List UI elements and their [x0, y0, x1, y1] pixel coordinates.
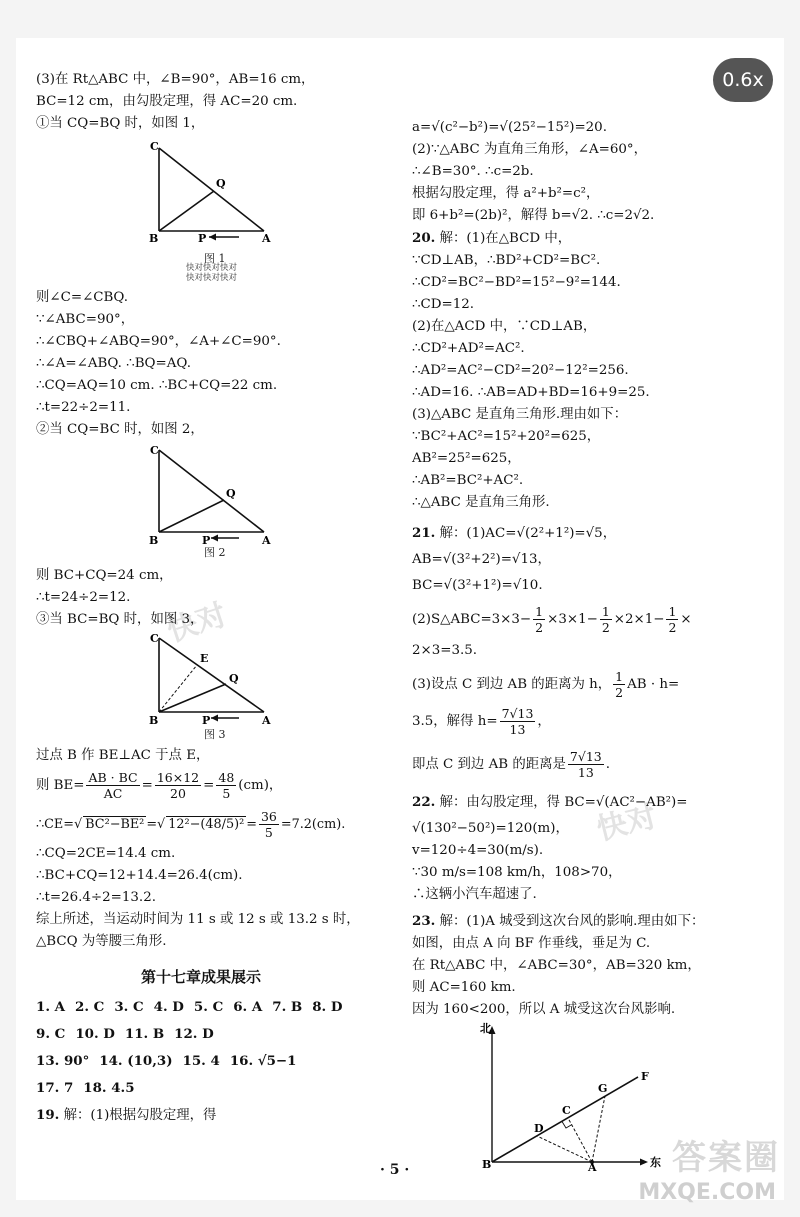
answer-item: 2. C [75, 999, 105, 1015]
text-line: 23. 解：(1)A 城受到这次台风的影响.理由如下： [412, 913, 705, 929]
answer-item: 3. C [114, 999, 144, 1015]
answer-item: 9. C [36, 1026, 66, 1042]
text-line: ③当 BC=BQ 时，如图 3， [36, 612, 204, 627]
text-line: ∴CD²=BC²−BD²=15²−9²=144. [412, 275, 621, 290]
figure-caption: 图 3 [204, 728, 226, 741]
text-line: ∵CD⊥AB，∴BD²+CD²=BC². [412, 253, 601, 268]
figure-3-diagram [36, 632, 366, 744]
question-number: 20. [412, 230, 436, 246]
text-line: ∴CQ=AQ=10 cm. ∴BC+CQ=22 cm. [36, 378, 278, 393]
compass-label: 东 [650, 1156, 661, 1169]
figure-4-diagram [412, 1022, 742, 1172]
text-line: 因为 160<200，所以 A 城受这次台风影响. [412, 1002, 676, 1017]
point-label: B [149, 232, 159, 245]
point-label: A [588, 1161, 597, 1172]
figure-caption: 图 2 [204, 546, 226, 559]
question-number: 23. [412, 913, 436, 929]
watermark-site: 答案圈 [672, 1138, 780, 1178]
fraction: $\frac{7√13}{13}$ [501, 706, 534, 737]
text-line: ∴t=22÷2=11. [36, 400, 131, 415]
fraction: $\frac{48}{5}$ [218, 770, 235, 801]
text-line: ∴AD=16. ∴AB=AD+BD=16+9=25. [412, 385, 650, 400]
answer-item: 12. D [174, 1026, 214, 1042]
answer-item: 8. D [312, 999, 343, 1015]
question-number: 19. [36, 1107, 60, 1123]
fraction: $\frac{1}{2}$ [615, 669, 624, 700]
point-label: F [641, 1070, 649, 1083]
point-label: C [150, 140, 159, 153]
text-line: ∴CD=12. [412, 297, 475, 312]
right-column [412, 116, 742, 1174]
point-label: B [482, 1158, 492, 1171]
text-line: ①当 CQ=BQ 时，如图 1， [36, 116, 205, 131]
fraction: $\frac{16\times 12}{20}$ [156, 770, 200, 801]
chapter-title: 第十七章成果展示 [140, 968, 261, 986]
figure-2 [36, 442, 366, 564]
text-line: 22. 解：由勾股定理，得 BC=√(AC²−AB²)= [412, 794, 688, 810]
text-line: ∴AB²=BC²+AC². [412, 473, 524, 488]
answer-row [36, 1051, 366, 1072]
answer-item: 17. 7 [36, 1080, 74, 1096]
answer-item: 4. D [153, 999, 184, 1015]
figure-caption: 图 1 [204, 252, 226, 265]
watermark-note: 快对快对快对 [186, 263, 238, 273]
formula-line: (3)设点 C 到边 AB 的距离为 h， $\frac{1}{2}$ AB · h= [412, 669, 680, 700]
answer-item: 5. C [193, 999, 224, 1015]
text-line: BC=12 cm，由勾股定理，得 AC=20 cm. [36, 94, 298, 109]
text-line: 则 AC=160 km. [412, 980, 516, 995]
text-line: ②当 CQ=BC 时，如图 2， [36, 422, 204, 437]
text-line: AB²=25²=625， [412, 451, 521, 466]
point-label: A [262, 714, 271, 727]
text-line: (2)在△ACD 中，∵CD⊥AB， [412, 319, 597, 334]
text-line: 则 BC+CQ=24 cm， [36, 568, 173, 583]
figure-3 [36, 632, 366, 744]
point-label: P [202, 534, 211, 547]
playback-speed-badge[interactable]: 0.6x [713, 58, 773, 102]
text-line: 综上所述，当运动时间为 11 s 或 12 s 或 13.2 s 时， [36, 912, 360, 927]
point-label: B [149, 534, 159, 547]
fraction: $\frac{1}{2}$ [601, 604, 610, 635]
point-label: P [198, 232, 207, 245]
text-line: (3)在 Rt△ABC 中，∠B=90°，AB=16 cm， [36, 72, 315, 87]
fraction: $\frac{36}{5}$ [260, 809, 277, 840]
answer-item: 10. D [75, 1026, 115, 1042]
text-line: AB=√(3²+2²)=√13， [412, 552, 551, 567]
text-line: ∵BC²+AC²=15²+20²=625， [412, 429, 601, 444]
answer-row [36, 997, 366, 1018]
answer-row [36, 1024, 366, 1045]
text-line: (2)∵△ABC 为直角三角形，∠A=60°， [412, 142, 648, 157]
text-line: △BCQ 为等腰三角形. [36, 934, 167, 949]
fraction: $\frac{1}{2}$ [535, 604, 544, 635]
watermark-brand: 快对 [593, 799, 661, 848]
formula-line: 则 BE= $\frac{AB \cdot BC}{AC}$ = $\frac{16\times 12}{20}$ = $\frac{48}{5}$ (cm)， [36, 770, 283, 801]
point-label: C [562, 1104, 571, 1117]
text-line: ∵30 m/s=108 km/h，108>70， [412, 865, 622, 880]
text-line: ∴△ABC 是直角三角形. [412, 495, 550, 510]
text-line: (3)△ABC 是直角三角形.理由如下： [412, 407, 628, 422]
text-line: ∴CD²+AD²=AC². [412, 341, 525, 356]
answer-item: 18. 4.5 [83, 1080, 135, 1096]
text-line: 2×3=3.5. [412, 643, 478, 658]
point-label: B [149, 714, 159, 727]
formula-line: (2)S△ABC=3×3− $\frac{1}{2}$ ×3×1− $\frac{1}{2}$ ×2×1− $\frac{1}{2}$ × [412, 604, 692, 635]
figure-4 [412, 1022, 742, 1172]
point-label: Q [226, 487, 236, 500]
formula-line: ∴CE=√ BC²−BE² =√ 12²−(48/5)² = $\frac{36}{5}$ =7.2(cm). [36, 809, 346, 840]
answer-item: 13. 90° [36, 1053, 90, 1069]
text-line: ∴t=26.4÷2=13.2. [36, 890, 156, 905]
point-label: Q [216, 177, 226, 190]
text-line: 在 Rt△ABC 中，∠ABC=30°，AB=320 km， [412, 958, 701, 973]
text-line: ∴∠A=∠ABQ. ∴BQ=AQ. [36, 356, 191, 371]
answer-item: 15. 4 [182, 1053, 220, 1069]
answer-item: 1. A [36, 999, 66, 1015]
answer-item: 7. B [272, 999, 303, 1015]
text-line: ∴∠B=30°. ∴c=2b. [412, 164, 534, 179]
question-number: 22. [412, 794, 436, 810]
formula-line: 即点 C 到边 AB 的距离是 $\frac{7√13}{13}$ . [412, 749, 611, 780]
text-line: 即 6+b²=(2b)²，解得 b=√2. ∴c=2√2. [412, 208, 655, 223]
figure-2-diagram [36, 442, 366, 564]
text-line: 则∠C=∠CBQ. [36, 290, 128, 305]
text-line: a=√(c²−b²)=√(25²−15²)=20. [412, 120, 607, 135]
figure-1 [36, 136, 366, 286]
text-line: √(130²−50²)=120(m)， [412, 821, 569, 836]
text-line: ∴这辆小汽车超速了. [412, 887, 537, 902]
answer-item: 11. B [124, 1026, 165, 1042]
watermark-url: MXQE.COM [638, 1180, 776, 1205]
text-line: 根据勾股定理，得 a²+b²=c²， [412, 186, 600, 201]
point-label: E [200, 652, 209, 665]
point-label: Q [229, 672, 239, 685]
text-line: ∵∠ABC=90°， [36, 312, 135, 327]
text-line: 20. 解：(1)在△BCD 中， [412, 230, 572, 246]
fraction: $\frac{AB \cdot BC}{AC}$ [88, 770, 138, 801]
formula-text: 则 BE= [36, 778, 85, 793]
watermark-brand: 快对 [163, 597, 232, 650]
left-column [36, 68, 366, 1128]
point-label: G [598, 1082, 608, 1095]
fraction: $\frac{1}{2}$ [668, 604, 677, 635]
point-label: D [534, 1122, 544, 1135]
text-line: 如图，由点 A 向 BF 作垂线，垂足为 C. [412, 936, 651, 951]
point-label: C [150, 444, 159, 457]
question-number: 21. [412, 525, 436, 541]
compass-label: 北 [480, 1022, 491, 1035]
text-line: v=120÷4=30(m/s). [412, 843, 544, 858]
text-line: ∴BC+CQ=12+14.4=26.4(cm). [36, 868, 243, 883]
answer-item: 6. A [233, 999, 263, 1015]
text-line: BC=√(3²+1²)=√10. [412, 578, 543, 593]
formula-line: 3.5，解得 h= $\frac{7√13}{13}$ ， [412, 706, 551, 737]
text-line [36, 1105, 366, 1126]
text-line: ∴t=24÷2=12. [36, 590, 131, 605]
point-label: P [202, 714, 211, 727]
question-text: 解：(1)根据勾股定理，得 [63, 1108, 217, 1123]
text-line: ∴AD²=AC²−CD²=20²−12²=256. [412, 363, 629, 378]
point-label: A [262, 534, 271, 547]
fraction: $\frac{7√13}{13}$ [569, 749, 602, 780]
answer-item: 16. √5−1 [229, 1053, 297, 1069]
answer-row [36, 1078, 366, 1099]
text-line: ∴CQ=2CE=14.4 cm. [36, 846, 176, 861]
page-number: · 5 · [380, 1162, 410, 1178]
text-line: ∴∠CBQ+∠ABQ=90°，∠A+∠C=90°. [36, 334, 281, 349]
text-line: 21. 解：(1)AC=√(2²+1²)=√5， [412, 525, 617, 541]
point-label: A [262, 232, 271, 245]
point-label: C [150, 632, 159, 645]
answer-item: 14. (10,3) [99, 1053, 173, 1069]
watermark-note: 快对快对快对 [186, 273, 238, 283]
text-line: 过点 B 作 BE⊥AC 于点 E， [36, 748, 210, 763]
